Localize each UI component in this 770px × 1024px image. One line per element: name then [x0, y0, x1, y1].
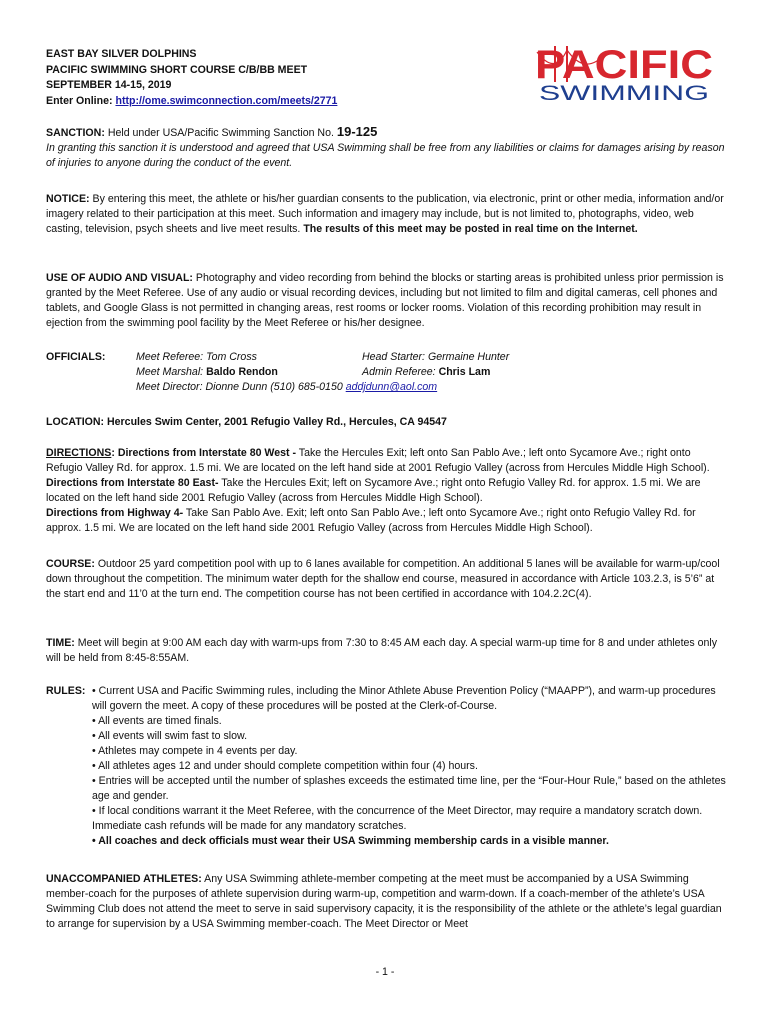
sanction-section: [46, 124, 726, 171]
officials-label: OFFICIALS:: [46, 351, 106, 363]
rules-list: [90, 684, 726, 849]
course-text: Outdoor 25 yard competition pool with up to 6 lanes available for competition. An additional 5 lanes will be available for warm-up/cool down throughout the competition. The minimum water depth for the shallow end course, measured in accordance with Article 103.2.3, is 5’6” at the start end and 11’0 at the turn end. The competition course has not been certified in accordance with 104.2.2C(4).: [46, 558, 720, 600]
unaccompanied-section: [46, 872, 726, 932]
officials-section: [46, 350, 726, 395]
rule-item: • Current USA and Pacific Swimming rules, including the Minor Athlete Abuse Prevention Policy (“MAAPP”), and warm-up procedures will govern the meet. A copy of these procedures will be posted at the Clerk-of-Course.: [92, 685, 716, 712]
location-text: Hercules Swim Center, 2001 Refugio Valley Rd., Hercules, CA 94547: [107, 416, 447, 428]
sanction-disclaimer: In granting this sanction it is understood and agreed that USA Swimming shall be free from any liabilities or claims for damages arising by reason of injuries to anyone during the conduct of the event.: [46, 142, 725, 169]
admin-referee-name: Chris Lam: [438, 366, 491, 378]
rule-item: • Entries will be accepted until the number of splashes exceeds the estimated time line, per the “Four-Hour Rule,” based on the athletes age and gender.: [92, 775, 726, 802]
directions-section: DIRECTIONS: Directions from Interstate 80 West - Take the Hercules Exit; left onto San Pablo Ave.; left onto Sycamore Ave.; right onto Refugio Valley Rd. for approx. 1.5 mi. We are located on the left hand side at 2001 Refugio Valley (across from Hercules Middle High School). Directions from Interstate 80 East- Take the Hercules Exit; left on Sycamore Ave.; right onto Refugio Valley Rd. for approx. 1.5 mi. We are located on the left hand side 2001 Refugio Valley (across from Hercules Middle High School). Directions from Highway 4- Take San Pablo Ave. Exit; left onto San Pablo Ave.; left onto Sycamore Ave.; right onto Refugio Valley Rd. for approx. 1.5 mi. We are located on the left hand side 2001 Refugio Valley (across from Hercules Middle High School).: [46, 447, 710, 534]
meet-header: [46, 47, 337, 109]
meet-name: PACIFIC SWIMMING SHORT COURSE C/B/BB MEET: [46, 63, 308, 76]
course-section: [46, 557, 726, 602]
directions-label: DIRECTIONS: [46, 447, 112, 459]
rule-item: • All events are timed finals.: [92, 715, 222, 727]
rule-item: • If local conditions warrant it the Meet Referee, with the concurrence of the Meet Director, may require a mandatory scratch down. Immediate cash refunds will be made for any mandatory scratches.: [92, 805, 703, 832]
sanction-text: Held under USA/Pacific Swimming Sanction No.: [107, 127, 334, 139]
meet-referee-name: Tom Cross: [206, 351, 257, 363]
audio-visual-section: [46, 271, 726, 331]
directions-east-label: Directions from Interstate 80 East-: [46, 477, 219, 489]
head-starter-label: Head Starter:: [362, 351, 426, 363]
notice-label: NOTICE:: [46, 193, 90, 205]
meet-marshal-name: Baldo Rendon: [206, 366, 278, 378]
directions-east-text: Take the Hercules Exit; left on Sycamore Ave.; right onto Refugio Valley Rd. for approx. 1.5 mi. We are located on the left hand side 2001 Refugio Valley (across from Hercules Middle High School).: [46, 477, 701, 504]
meet-date: SEPTEMBER 14-15, 2019: [46, 79, 172, 92]
location-label: LOCATION:: [46, 416, 105, 428]
directions-west-text2: We are located on the left hand side at 2001 Refugio Valley (across from Hercules Middle High School).: [224, 462, 710, 474]
sanction-label: SANCTION:: [46, 127, 105, 139]
course-label: COURSE:: [46, 558, 95, 570]
time-text: Meet will begin at 9:00 AM each day with warm-ups from 7:30 to 8:45 AM each day. A special warm-up time for 8 and under athletes only will be held from 8:45-8:55AM.: [46, 637, 718, 664]
meet-marshal-label: Meet Marshal:: [136, 366, 204, 378]
meet-director-label: Meet Director:: [136, 381, 203, 393]
admin-referee-label: Admin Referee:: [362, 366, 436, 378]
directions-west-label: Directions from Interstate 80 West -: [117, 447, 297, 459]
directions-hwy4-label: Directions from Highway 4-: [46, 507, 184, 519]
pacific-swimming-logo: [535, 42, 715, 104]
rule-item-bold: • All coaches and deck officials must wear their USA Swimming membership cards in a visible manner.: [92, 835, 609, 847]
rules-label: RULES:: [46, 685, 86, 697]
notice-bold: The results of this meet may be posted in real time on the Internet.: [303, 223, 638, 235]
logo-line1: PACIFIC: [535, 43, 713, 87]
head-starter-name: Germaine Hunter: [427, 351, 510, 363]
location-section: [46, 415, 726, 430]
enter-online-link[interactable]: http://ome.swimconnection.com/meets/2771: [115, 94, 338, 107]
meet-referee-label: Meet Referee:: [136, 351, 204, 363]
logo-line2: SWIMMING: [539, 82, 709, 104]
meet-director-name: Dionne Dunn: [205, 381, 268, 393]
audio-visual-text: Photography and video recording from behind the blocks or starting areas is prohibited unless prior permission is granted by the Meet Referee. Use of any audio or visual recording devices, including but not limited to film and digital cameras, cell phones and tablets, and Google Glass is not permitted in changing areas, rest rooms or locker rooms. Violation of this recording prohibition may result in ejection from the swimming pool facility by the Meet Referee or his/her designee.: [46, 272, 724, 329]
rule-item: • All athletes ages 12 and under should complete competition within four (4) hours.: [92, 760, 478, 772]
meet-director-phone: (510) 685-0150: [270, 381, 343, 393]
notice-text: By entering this meet, the athlete or his/her guardian consents to the publication, via electronic, print or other media, information and/or imagery related to their participation at this meet. Such information and imagery may include, but is not limited to, photographs, video, web casting, television, psych sheets and live meet results.: [46, 193, 724, 235]
enter-online-label: Enter Online:: [46, 94, 113, 107]
meet-director-email-link[interactable]: addjdunn@aol.com: [345, 381, 438, 393]
page-number: - 1 -: [375, 966, 395, 978]
audio-visual-label: USE OF AUDIO AND VISUAL:: [46, 272, 193, 284]
unaccompanied-label: UNACCOMPANIED ATHLETES:: [46, 873, 202, 885]
rule-item: • All events will swim fast to slow.: [92, 730, 248, 742]
time-section: [46, 636, 726, 666]
directions-west-text: Take the Hercules Exit; left onto San Pablo Ave.; left onto Sycamore Ave.; right onto Refugio Valley Rd. for approx. 1.5 mi: [46, 447, 691, 474]
enter-online: [46, 94, 337, 110]
rules-section: [46, 684, 726, 849]
notice-section: [46, 192, 726, 237]
org-name: EAST BAY SILVER DOLPHINS: [46, 48, 197, 60]
directions-hwy4-text: Take San Pablo Ave. Exit; left onto San Pablo Ave.; left onto Sycamore Ave.; right onto Refugio Valley Rd. for approx. 1.5 mi. We are located on the left hand side 2001 Refugio Valley (across from Hercules Middle High School).: [46, 507, 696, 534]
unaccompanied-text: Any USA Swimming athlete-member competing at the meet must be accompanied by a USA Swimming member-coach for the purposes of athlete supervision during warm-up, competition and warm-down. If a coach-member of the athlete’s USA Swimming Club does not attend the meet to serve in said supervisory capacity, it is the responsibility of the athlete or the athlete’s legal guardian to arrange for supervision by a USA Swimming member-coach. The Meet Director or Meet: [46, 873, 722, 930]
rule-item: • Athletes may compete in 4 events per day.: [92, 745, 298, 757]
time-label: TIME:: [46, 637, 75, 649]
sanction-number: 19-125: [336, 124, 378, 139]
